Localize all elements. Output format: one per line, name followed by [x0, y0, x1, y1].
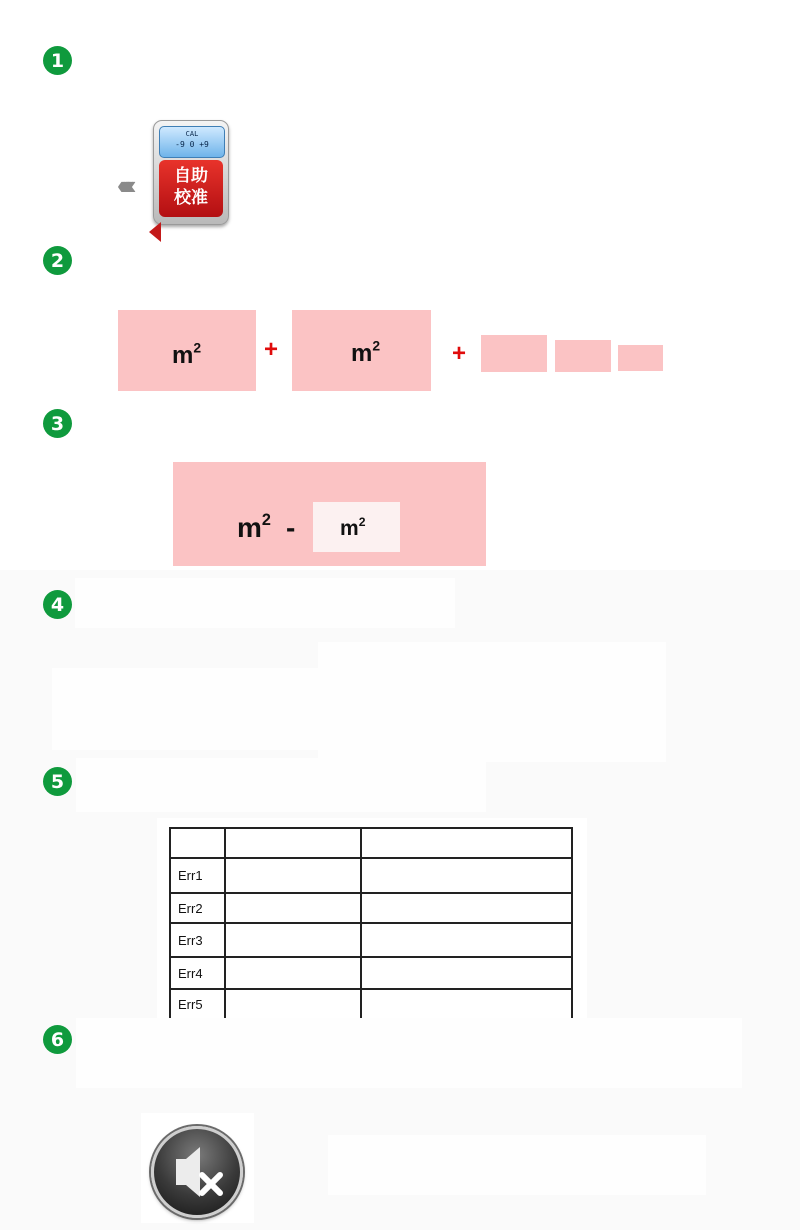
self-calibration-button[interactable]: [153, 120, 229, 225]
table-row: [170, 893, 572, 923]
table-cell: [225, 989, 361, 1019]
step4-text-placeholder: [75, 578, 455, 628]
table-row-label: Err5: [170, 989, 225, 1019]
area-unit-2-base: m: [351, 340, 373, 367]
subtraction-right-base: m: [340, 517, 359, 540]
table-cell: [225, 923, 361, 957]
table-row-label: Err1: [170, 858, 225, 893]
step-number-6: 6: [43, 1025, 72, 1054]
area-unit-1: [172, 339, 202, 370]
subtraction-right-unit: [340, 514, 366, 541]
table-header-row: [170, 828, 572, 858]
calibration-display-label: CAL: [185, 130, 199, 138]
area-unit-2-exp: 2: [372, 337, 381, 354]
area-unit-1-base: m: [172, 342, 194, 369]
step4-panel-right: [318, 642, 666, 762]
table-cell: [361, 828, 572, 858]
step-number-4: 4: [43, 590, 72, 619]
table-cell: [225, 893, 361, 923]
table-cell: [361, 923, 572, 957]
table-cell: [225, 828, 361, 858]
pointer-tab: [149, 222, 161, 242]
table-row: [170, 989, 572, 1019]
area-unit-2: [351, 337, 381, 368]
table-row: [170, 858, 572, 893]
table-row-label: Err2: [170, 893, 225, 923]
step-number-1: 1: [43, 46, 72, 75]
minus-sign: -: [286, 512, 296, 543]
calibration-display: [159, 126, 225, 158]
subtraction-left-exp: 2: [261, 510, 271, 529]
table-row: [170, 923, 572, 957]
area-box-5: [618, 345, 663, 371]
table-row-label: Err4: [170, 957, 225, 989]
step-number-5: 5: [43, 767, 72, 796]
table-cell: [361, 858, 572, 893]
chevron-left-icon: «««: [117, 170, 125, 200]
mute-button[interactable]: [151, 1126, 243, 1218]
table-cell: [361, 957, 572, 989]
calibration-label-line1: 自助: [174, 166, 208, 186]
calibration-label: [159, 160, 223, 217]
area-box-4: [555, 340, 611, 372]
area-unit-1-exp: 2: [193, 339, 202, 356]
table-row-label: Err3: [170, 923, 225, 957]
step-number-2: 2: [43, 246, 72, 275]
subtraction-left-unit: [237, 512, 271, 544]
table-cell: [361, 989, 572, 1019]
step4-panel-left: [52, 668, 320, 750]
step5-text-placeholder: [76, 758, 486, 812]
calibration-scale: -9 0 +9: [175, 140, 209, 149]
plus-sign-2: +: [452, 340, 467, 367]
table-row: [170, 957, 572, 989]
table-cell: [361, 893, 572, 923]
mute-icon: [154, 1129, 240, 1215]
step6-description-placeholder: [328, 1135, 706, 1195]
table-cell: [225, 858, 361, 893]
subtraction-right-exp: 2: [358, 514, 366, 529]
step6-text-placeholder: [76, 1018, 742, 1088]
table-cell: [170, 828, 225, 858]
area-box-3: [481, 335, 547, 372]
calibration-label-line2: 校准: [174, 188, 208, 208]
table-cell: [225, 957, 361, 989]
error-table: [169, 827, 573, 1020]
subtraction-left-base: m: [237, 512, 262, 543]
step-number-3: 3: [43, 409, 72, 438]
plus-sign-1: +: [264, 336, 279, 363]
